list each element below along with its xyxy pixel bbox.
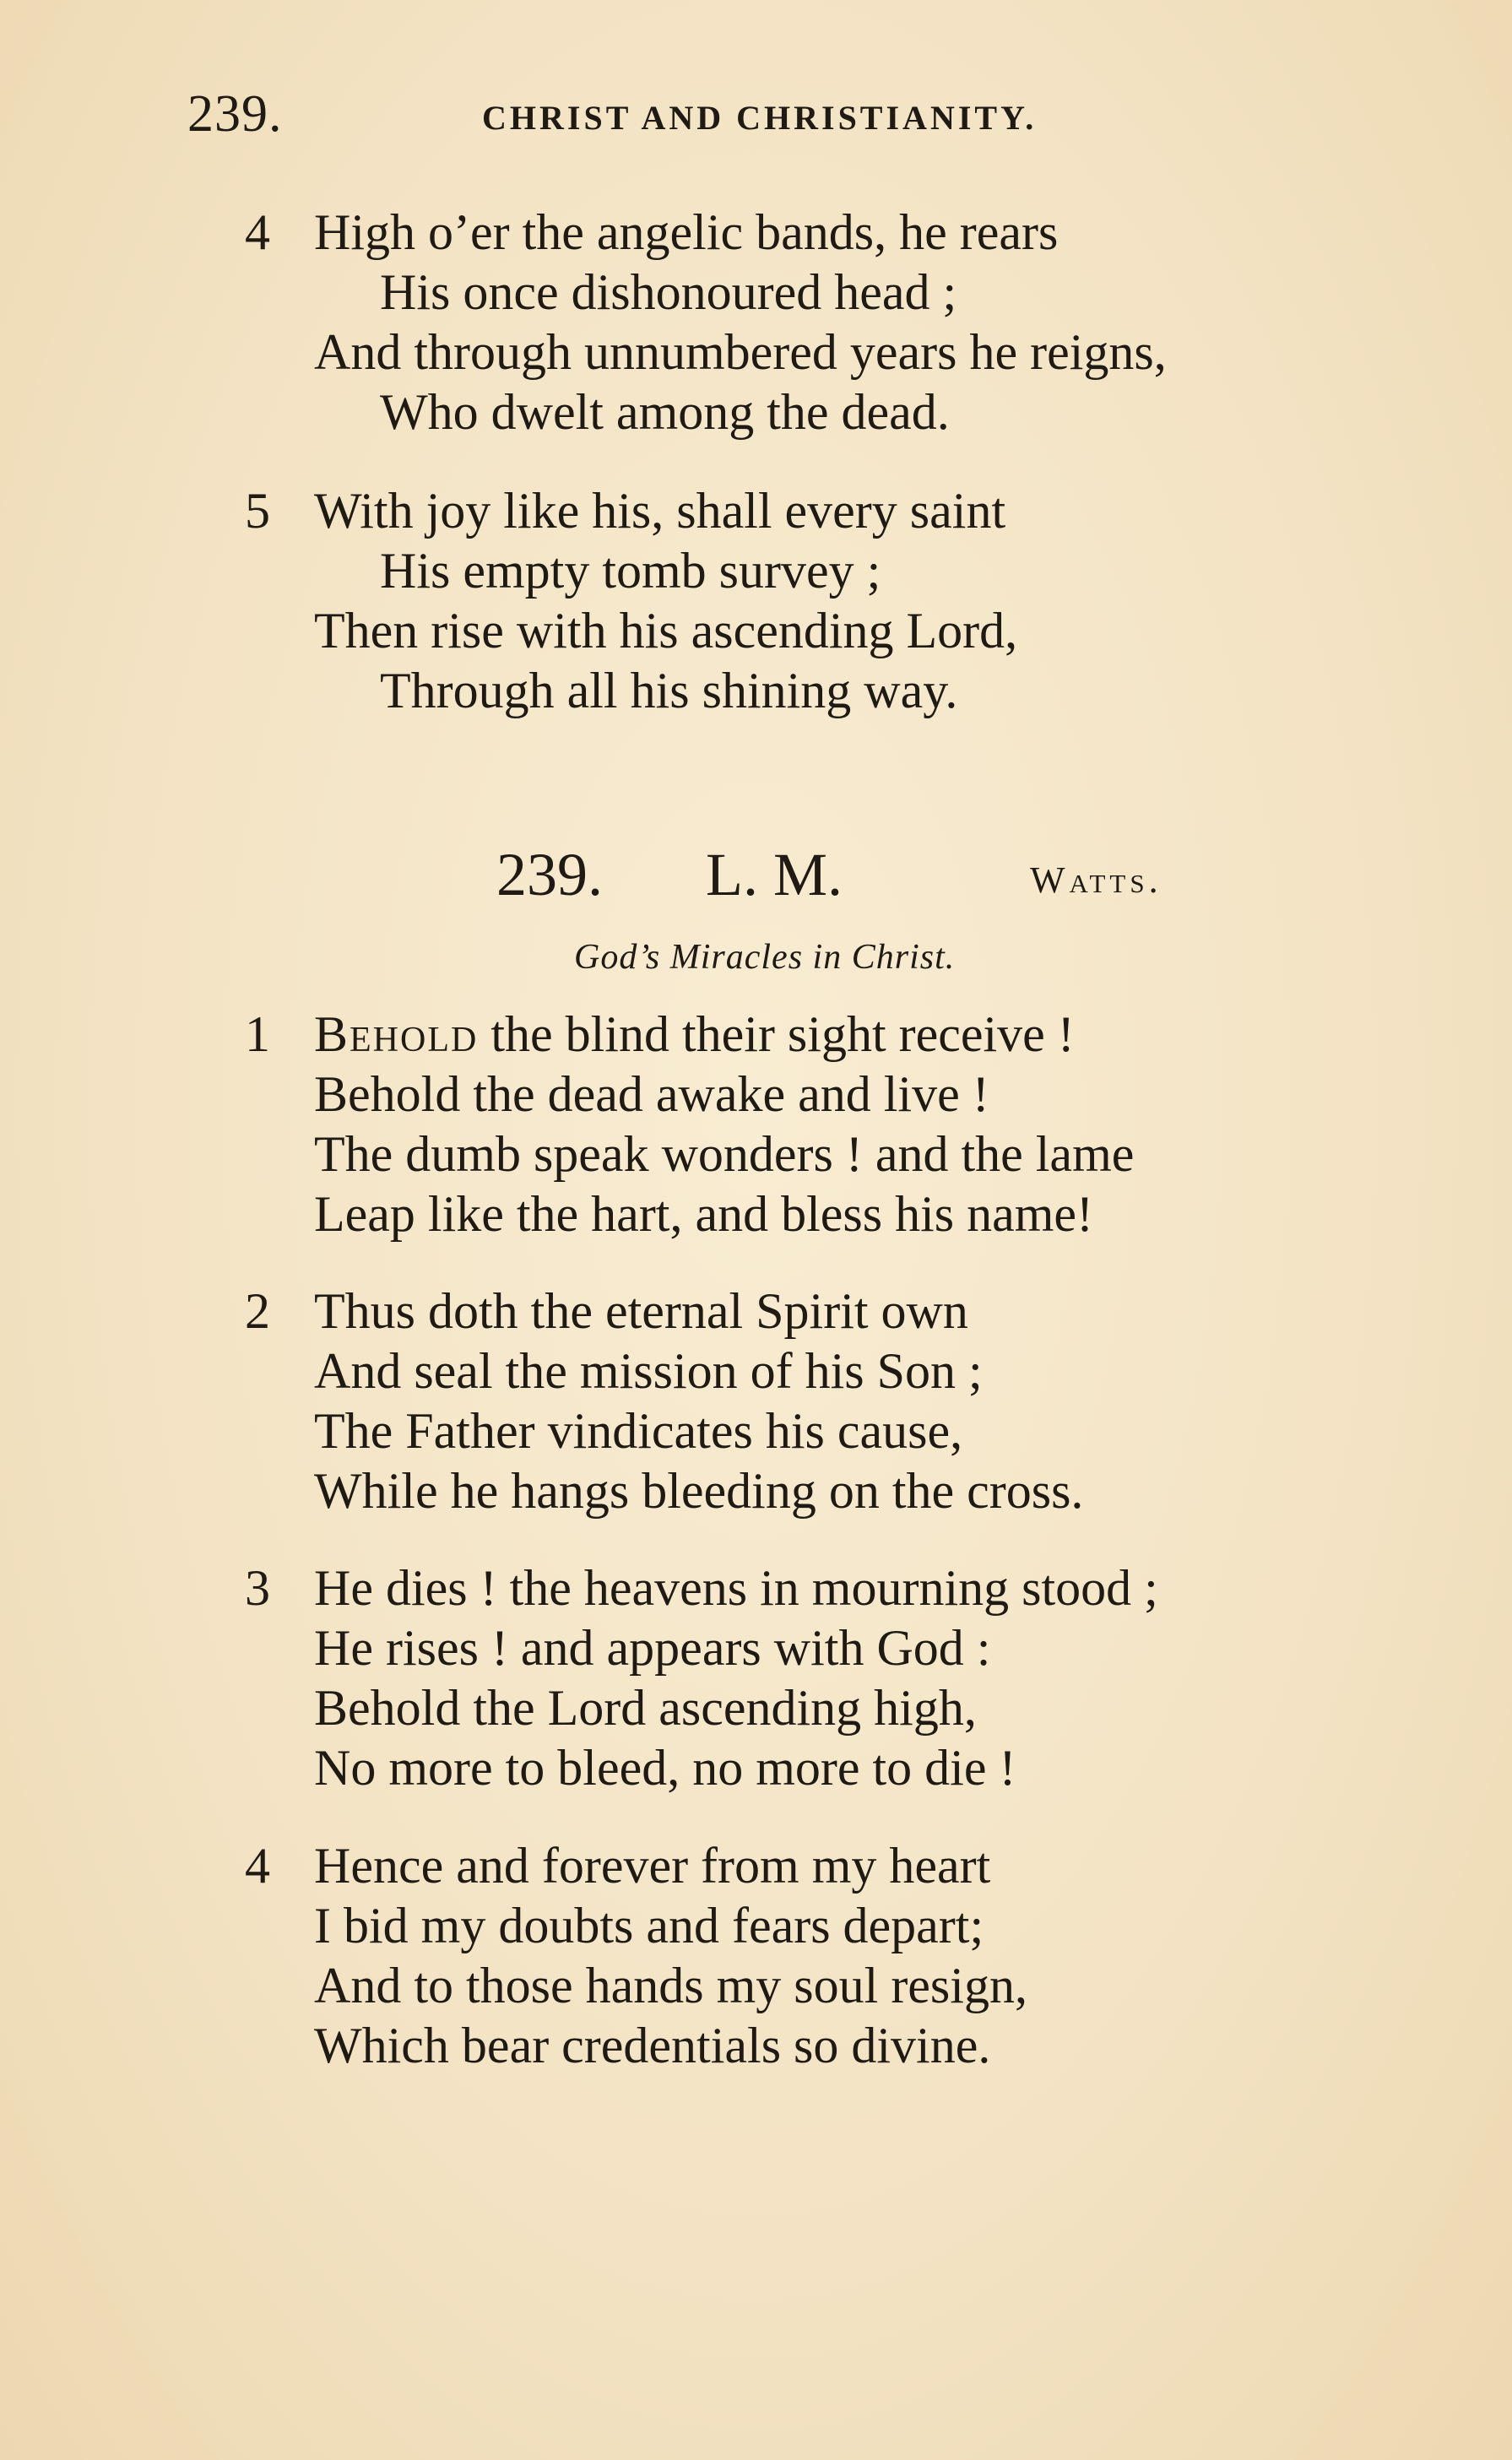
verse-line: With joy like his, shall every saint <box>314 483 1006 539</box>
verse-number: 4 <box>245 204 270 260</box>
verse-line: Behold the Lord ascending high, <box>314 1680 977 1736</box>
verse-line: High o’er the angelic bands, he rears <box>314 204 1059 260</box>
verse-line <box>314 1005 1445 1065</box>
verse-lines <box>314 1281 1445 1521</box>
verse-line: Hence and forever from my heart <box>314 1838 991 1894</box>
verse-line: And seal the mission of his Son ; <box>314 1343 983 1399</box>
first-line-rest: the blind their sight receive ! <box>478 1006 1075 1062</box>
hymn-heading <box>496 840 1341 908</box>
verse-number: 2 <box>245 1283 270 1339</box>
hymn-subtitle: God’s Miracles in Christ. <box>574 938 956 977</box>
verse-lines <box>314 1836 1445 2076</box>
hymn-number: 239. <box>496 841 603 908</box>
verse-line: While he hangs bleeding on the cross. <box>314 1463 1084 1519</box>
verse-number: 5 <box>245 483 270 539</box>
running-head <box>187 84 1200 152</box>
verse-number: 4 <box>245 1838 270 1894</box>
verse-line: And through unnumbered years he reigns, <box>314 324 1167 380</box>
verse-line: His once dishonoured head ; <box>380 264 957 320</box>
verse-line: The Father vindicates his cause, <box>314 1403 963 1459</box>
verse-line: He rises ! and appears with God : <box>314 1620 991 1676</box>
verse-line: Leap like the hart, and bless his name! <box>314 1186 1094 1242</box>
first-word: Behold <box>314 1006 479 1062</box>
verse-line: The dumb speak wonders ! and the lame <box>314 1126 1135 1182</box>
verse-lines <box>314 203 1445 442</box>
verse-number: 3 <box>245 1560 270 1616</box>
verse-lines <box>314 1005 1445 1244</box>
verse-line: Through all his shining way. <box>380 663 958 718</box>
hymn-author: Watts. <box>1030 859 1162 901</box>
page-number: 239. <box>187 85 283 143</box>
verse-line: And to those hands my soul resign, <box>314 1958 1027 2013</box>
verse-line: He dies ! the heavens in mourning stood ; <box>314 1560 1158 1616</box>
verse-line: His empty tomb survey ; <box>380 543 881 599</box>
verse-line: Thus doth the eternal Spirit own <box>314 1283 968 1339</box>
verse-lines <box>314 1558 1445 1798</box>
running-title: CHRIST AND CHRISTIANITY. <box>482 99 1038 137</box>
verse-line: Then rise with his ascending Lord, <box>314 603 1018 658</box>
verse-line: Which bear credentials so divine. <box>314 2018 991 2073</box>
verse-line: I bid my doubts and fears depart; <box>314 1898 984 1953</box>
verse-lines <box>314 481 1445 721</box>
verse-line: No more to bleed, no more to die ! <box>314 1740 1016 1796</box>
verse-number: 1 <box>245 1006 270 1062</box>
verse-line: Who dwelt among the dead. <box>380 384 950 440</box>
verse-line: Behold the dead awake and live ! <box>314 1066 989 1122</box>
hymn-meter: L. M. <box>706 841 843 908</box>
